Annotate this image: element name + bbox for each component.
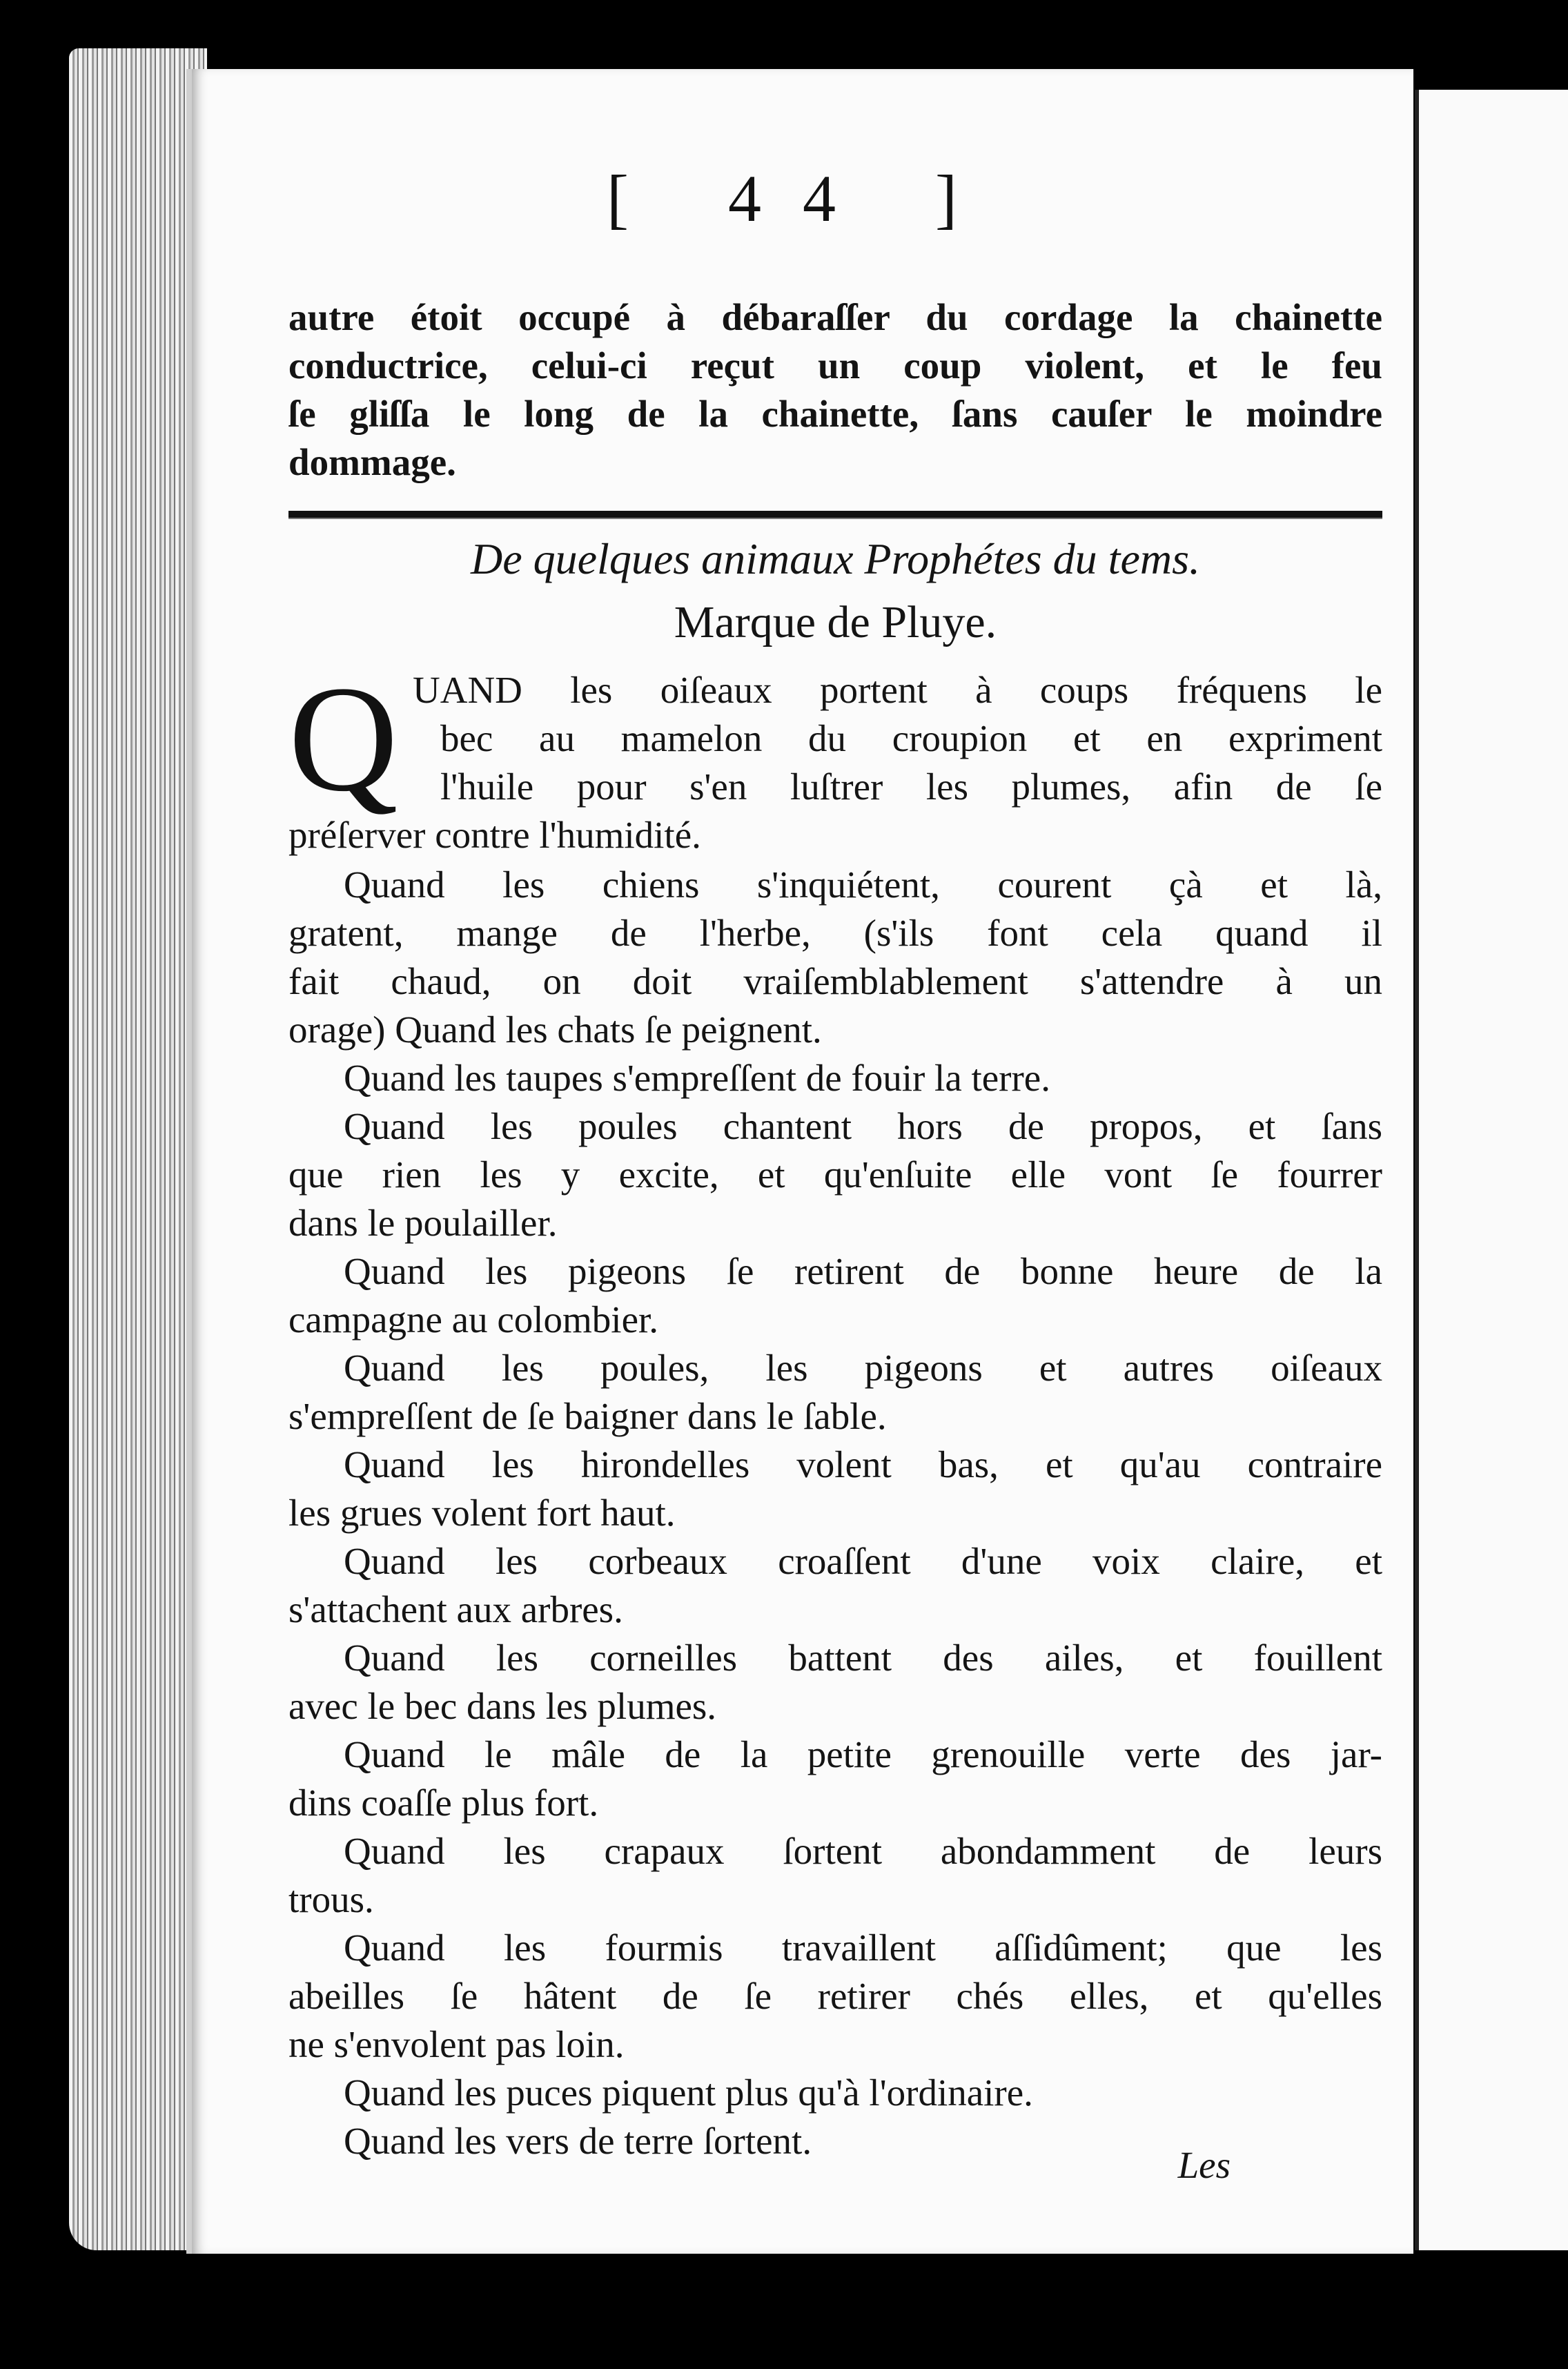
text-line: abeilles ſe hâtent de ſe retirer chés elles, et qu'elles (288, 1975, 1382, 2017)
text-line: ſe gliſſa le long de la chainette, ſans cauſer le moindre (288, 393, 1382, 435)
text-line: Quand les fourmis travaillent aſſidûment; que les (344, 1927, 1382, 1969)
text-line: Quand les corbeaux croaſſent d'une voix claire, et (344, 1540, 1382, 1582)
catchword: Les (1177, 2144, 1231, 2186)
text-line: Quand les puces piquent plus qu'à l'ordinaire. (344, 2071, 1033, 2114)
first-paragraph (413, 666, 1382, 811)
text-line: Quand les taupes s'empreſſent de fouir la terre. (344, 1057, 1050, 1099)
continuation-text (288, 293, 1382, 487)
text-line: s'attachent aux arbres. (288, 1588, 623, 1630)
text-line: Quand les vers de terre ſortent. (344, 2120, 812, 2162)
drop-cap: Q (288, 654, 398, 823)
text-line: que rien les y excite, et qu'enſuite elle vont ſe fourrer (288, 1153, 1382, 1196)
text-line: Quand les pigeons ſe retirent de bonne heure de la (344, 1250, 1382, 1292)
text-line: Quand les poules, les pigeons et autres oiſeaux (344, 1347, 1382, 1389)
text-line: dins coaſſe plus fort. (288, 1782, 599, 1824)
text-line: fait chaud, on doit vraiſemblablement s'attendre à un (288, 960, 1382, 1002)
text-line: UAND les oiſeaux portent à coups fréquens le (413, 669, 1382, 711)
text-line: orage) Quand les chats ſe peignent. (288, 1008, 822, 1051)
text-line: bec au mamelon du croupion et en expriment (440, 717, 1382, 759)
text-line: Quand les corneilles battent des ailes, et fouillent (344, 1637, 1382, 1679)
text-line: Quand les chiens s'inquiétent, courent çà et là, (344, 864, 1382, 906)
first-paragraph-end (288, 811, 1382, 859)
section-subtitle: Marque de Pluye. (674, 597, 997, 647)
text-line: Quand le mâle de la petite grenouille verte des jar- (344, 1733, 1382, 1775)
text-line: Quand les hirondelles volent bas, et qu'au contraire (344, 1443, 1382, 1485)
text-line: s'empreſſent de ſe baigner dans le ſable. (288, 1395, 887, 1437)
text-line: les grues volent fort haut. (288, 1492, 676, 1534)
text-line: préſerver contre l'humidité. (288, 814, 701, 856)
text-line: dommage. (288, 441, 456, 483)
text-line: ne s'envolent pas loin. (288, 2023, 625, 2065)
text-line: l'huile pour s'en luſtrer les plumes, afin de ſe (440, 766, 1382, 808)
text-line: autre étoit occupé à débaraſſer du cordage la chainette (288, 296, 1382, 338)
text-line: Quand les poules chantent hors de propos, et ſans (344, 1105, 1382, 1147)
text-line: dans le poulailler. (288, 1202, 558, 1244)
text-line: trous. (288, 1878, 374, 1920)
page-number: [ 44 ] (607, 162, 999, 235)
text-line: Quand les crapaux ſortent abondamment de leurs (344, 1830, 1382, 1872)
body-text (288, 861, 1382, 2165)
book-page (186, 69, 1413, 2254)
text-line: gratent, mange de l'herbe, (s'ils font cela quand il (288, 912, 1382, 954)
section-title: De quelques animaux Prophétes du tems. (471, 534, 1200, 583)
facing-page (1415, 90, 1568, 2250)
section-rule (288, 511, 1382, 519)
text-line: campagne au colombier. (288, 1298, 659, 1341)
text-line: avec le bec dans les plumes. (288, 1685, 717, 1727)
text-line: conductrice, celui-ci reçut un coup violent, et le feu (288, 344, 1382, 387)
